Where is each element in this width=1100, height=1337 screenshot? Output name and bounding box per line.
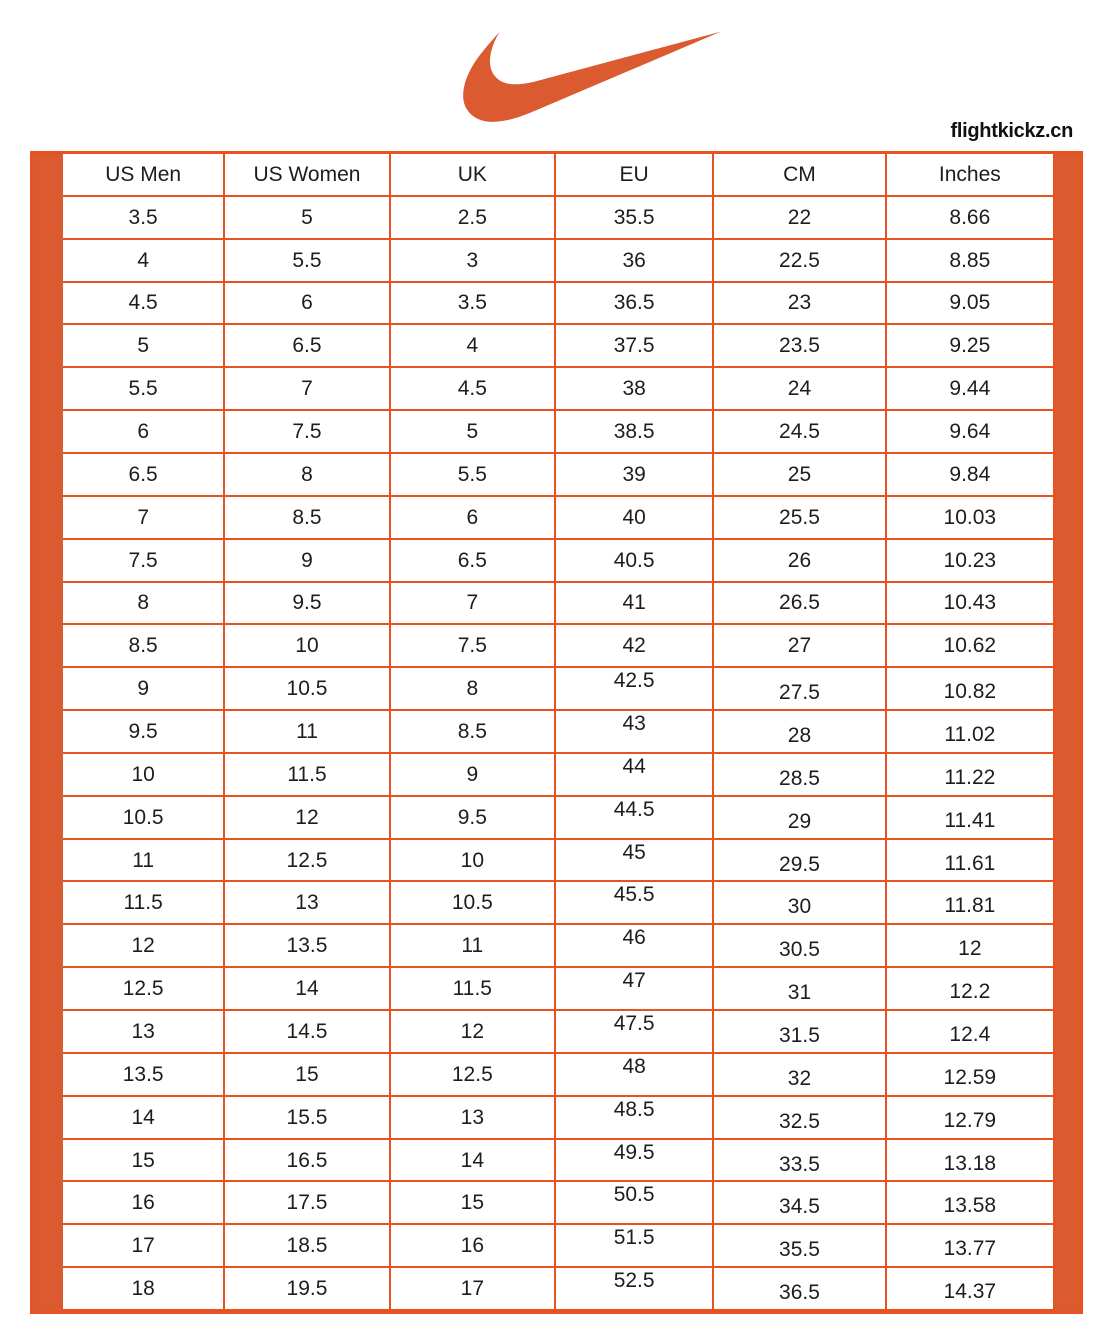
table-cell: 5.5 bbox=[391, 454, 556, 497]
right-accent-bar bbox=[1055, 154, 1080, 1311]
table-cell: 24.5 bbox=[714, 411, 886, 454]
table-cell: 8.5 bbox=[63, 625, 225, 668]
table-cell: 35.5 bbox=[714, 1225, 886, 1268]
table-cell: 30 bbox=[714, 882, 886, 925]
table-cell: 36 bbox=[556, 240, 714, 283]
table-cell: 7 bbox=[63, 497, 225, 540]
table-cell: 8.66 bbox=[887, 197, 1055, 240]
table-cell: 52.5 bbox=[556, 1268, 714, 1311]
table-cell: 27 bbox=[714, 625, 886, 668]
table-cell: 15 bbox=[391, 1182, 556, 1225]
table-cell: 12.79 bbox=[887, 1097, 1055, 1140]
table-cell: 13.58 bbox=[887, 1182, 1055, 1225]
table-cell: 42 bbox=[556, 625, 714, 668]
table-cell: 8.5 bbox=[391, 711, 556, 754]
table-cell: 11 bbox=[391, 925, 556, 968]
table-cell: 37.5 bbox=[556, 325, 714, 368]
table-cell: 6.5 bbox=[391, 540, 556, 583]
table-cell: 6.5 bbox=[225, 325, 390, 368]
table-cell: 14 bbox=[225, 968, 390, 1011]
table-cell: 25 bbox=[714, 454, 886, 497]
table-cell: 14 bbox=[63, 1097, 225, 1140]
table-cell: 33.5 bbox=[714, 1140, 886, 1183]
table-cell: 29 bbox=[714, 797, 886, 840]
table-cell: 7.5 bbox=[391, 625, 556, 668]
table-cell: 43 bbox=[556, 711, 714, 754]
table-cell: 12 bbox=[63, 925, 225, 968]
column-header: US Men bbox=[63, 154, 225, 197]
table-cell: 32.5 bbox=[714, 1097, 886, 1140]
table-cell: 15.5 bbox=[225, 1097, 390, 1140]
table-cell: 13 bbox=[63, 1011, 225, 1054]
table-cell: 5 bbox=[63, 325, 225, 368]
table-cell: 9 bbox=[225, 540, 390, 583]
table-cell: 6 bbox=[391, 497, 556, 540]
table-cell: 11.5 bbox=[63, 882, 225, 925]
table-cell: 5.5 bbox=[225, 240, 390, 283]
table-cell: 29.5 bbox=[714, 840, 886, 883]
table-cell: 8.85 bbox=[887, 240, 1055, 283]
table-cell: 4 bbox=[391, 325, 556, 368]
table-cell: 11 bbox=[225, 711, 390, 754]
table-cell: 7.5 bbox=[225, 411, 390, 454]
table-cell: 9.25 bbox=[887, 325, 1055, 368]
table-cell: 13 bbox=[225, 882, 390, 925]
swoosh-path bbox=[463, 32, 721, 122]
table-cell: 8 bbox=[391, 668, 556, 711]
table-cell: 5 bbox=[225, 197, 390, 240]
table-cell: 30.5 bbox=[714, 925, 886, 968]
table-cell: 10 bbox=[391, 840, 556, 883]
table-cell: 16 bbox=[63, 1182, 225, 1225]
column-header: EU bbox=[556, 154, 714, 197]
table-cell: 4.5 bbox=[391, 368, 556, 411]
table-cell: 48.5 bbox=[556, 1097, 714, 1140]
table-cell: 50.5 bbox=[556, 1182, 714, 1225]
table-cell: 41 bbox=[556, 583, 714, 626]
table-cell: 7 bbox=[391, 583, 556, 626]
table-cell: 5.5 bbox=[63, 368, 225, 411]
table-cell: 10.82 bbox=[887, 668, 1055, 711]
table-cell: 12.5 bbox=[225, 840, 390, 883]
table-cell: 17 bbox=[391, 1268, 556, 1311]
table-cell: 9.5 bbox=[225, 583, 390, 626]
website-label: flightkickz.cn bbox=[950, 120, 1073, 142]
table-cell: 9 bbox=[63, 668, 225, 711]
table-cell: 12.59 bbox=[887, 1054, 1055, 1097]
table-cell: 13.77 bbox=[887, 1225, 1055, 1268]
table-cell: 35.5 bbox=[556, 197, 714, 240]
table-cell: 51.5 bbox=[556, 1225, 714, 1268]
table-cell: 22.5 bbox=[714, 240, 886, 283]
table-cell: 10.23 bbox=[887, 540, 1055, 583]
table-cell: 39 bbox=[556, 454, 714, 497]
table-cell: 26.5 bbox=[714, 583, 886, 626]
table-cell: 14 bbox=[391, 1140, 556, 1183]
table-cell: 49.5 bbox=[556, 1140, 714, 1183]
table-cell: 3.5 bbox=[391, 283, 556, 326]
table-cell: 18.5 bbox=[225, 1225, 390, 1268]
table-cell: 13.5 bbox=[225, 925, 390, 968]
table-cell: 32 bbox=[714, 1054, 886, 1097]
table-cell: 19.5 bbox=[225, 1268, 390, 1311]
table-cell: 25.5 bbox=[714, 497, 886, 540]
table-cell: 10.03 bbox=[887, 497, 1055, 540]
left-accent-bar bbox=[33, 154, 63, 1311]
table-cell: 38.5 bbox=[556, 411, 714, 454]
table-cell: 7.5 bbox=[63, 540, 225, 583]
table-cell: 3.5 bbox=[63, 197, 225, 240]
table-cell: 10.43 bbox=[887, 583, 1055, 626]
table-cell: 13.18 bbox=[887, 1140, 1055, 1183]
table-cell: 11.5 bbox=[391, 968, 556, 1011]
table-cell: 12.4 bbox=[887, 1011, 1055, 1054]
table-cell: 12 bbox=[225, 797, 390, 840]
table-cell: 28 bbox=[714, 711, 886, 754]
table-cell: 11.02 bbox=[887, 711, 1055, 754]
table-cell: 44 bbox=[556, 754, 714, 797]
table-cell: 4.5 bbox=[63, 283, 225, 326]
table-cell: 9.64 bbox=[887, 411, 1055, 454]
table-cell: 36.5 bbox=[556, 283, 714, 326]
table-cell: 11 bbox=[63, 840, 225, 883]
table-cell: 3 bbox=[391, 240, 556, 283]
table-cell: 40 bbox=[556, 497, 714, 540]
table-cell: 34.5 bbox=[714, 1182, 886, 1225]
table-cell: 42.5 bbox=[556, 668, 714, 711]
table-cell: 16.5 bbox=[225, 1140, 390, 1183]
column-header: Inches bbox=[887, 154, 1055, 197]
table-cell: 24 bbox=[714, 368, 886, 411]
table-cell: 22 bbox=[714, 197, 886, 240]
table-cell: 7 bbox=[225, 368, 390, 411]
table-cell: 31 bbox=[714, 968, 886, 1011]
table-cell: 9.5 bbox=[391, 797, 556, 840]
table-cell: 10.5 bbox=[391, 882, 556, 925]
table-cell: 44.5 bbox=[556, 797, 714, 840]
table-cell: 10 bbox=[225, 625, 390, 668]
table-cell: 9 bbox=[391, 754, 556, 797]
table-cell: 9.44 bbox=[887, 368, 1055, 411]
table-cell: 48 bbox=[556, 1054, 714, 1097]
table-cell: 17.5 bbox=[225, 1182, 390, 1225]
table-cell: 11.41 bbox=[887, 797, 1055, 840]
table-cell: 18 bbox=[63, 1268, 225, 1311]
nike-swoosh-icon bbox=[452, 22, 732, 124]
table-cell: 10.5 bbox=[63, 797, 225, 840]
table-cell: 14.37 bbox=[887, 1268, 1055, 1311]
table-cell: 11.22 bbox=[887, 754, 1055, 797]
table-cell: 45 bbox=[556, 840, 714, 883]
table-cell: 10 bbox=[63, 754, 225, 797]
column-header: UK bbox=[391, 154, 556, 197]
table-cell: 6.5 bbox=[63, 454, 225, 497]
table-cell: 31.5 bbox=[714, 1011, 886, 1054]
table-cell: 12.5 bbox=[63, 968, 225, 1011]
table-cell: 11.81 bbox=[887, 882, 1055, 925]
table-cell: 46 bbox=[556, 925, 714, 968]
table-cell: 12 bbox=[887, 925, 1055, 968]
table-cell: 8 bbox=[63, 583, 225, 626]
table-cell: 9.05 bbox=[887, 283, 1055, 326]
size-conversion-table bbox=[30, 151, 1083, 1314]
column-header: CM bbox=[714, 154, 886, 197]
table-grid bbox=[63, 154, 1055, 1311]
table-cell: 12.5 bbox=[391, 1054, 556, 1097]
table-cell: 5 bbox=[391, 411, 556, 454]
table-cell: 47 bbox=[556, 968, 714, 1011]
table-cell: 8.5 bbox=[225, 497, 390, 540]
table-cell: 11.61 bbox=[887, 840, 1055, 883]
table-cell: 27.5 bbox=[714, 668, 886, 711]
table-cell: 38 bbox=[556, 368, 714, 411]
table-cell: 11.5 bbox=[225, 754, 390, 797]
table-cell: 16 bbox=[391, 1225, 556, 1268]
table-cell: 45.5 bbox=[556, 882, 714, 925]
table-cell: 9.5 bbox=[63, 711, 225, 754]
table-cell: 17 bbox=[63, 1225, 225, 1268]
table-cell: 12 bbox=[391, 1011, 556, 1054]
table-cell: 23.5 bbox=[714, 325, 886, 368]
table-cell: 10.62 bbox=[887, 625, 1055, 668]
nike-swoosh-icon bbox=[452, 22, 732, 124]
table-cell: 13.5 bbox=[63, 1054, 225, 1097]
table-cell: 8 bbox=[225, 454, 390, 497]
table-cell: 6 bbox=[225, 283, 390, 326]
table-cell: 26 bbox=[714, 540, 886, 583]
table-cell: 13 bbox=[391, 1097, 556, 1140]
table-cell: 40.5 bbox=[556, 540, 714, 583]
table-cell: 47.5 bbox=[556, 1011, 714, 1054]
table-cell: 12.2 bbox=[887, 968, 1055, 1011]
table-cell: 4 bbox=[63, 240, 225, 283]
table-cell: 9.84 bbox=[887, 454, 1055, 497]
table-cell: 10.5 bbox=[225, 668, 390, 711]
table-cell: 23 bbox=[714, 283, 886, 326]
table-cell: 2.5 bbox=[391, 197, 556, 240]
table-cell: 15 bbox=[63, 1140, 225, 1183]
table-cell: 15 bbox=[225, 1054, 390, 1097]
table-cell: 28.5 bbox=[714, 754, 886, 797]
table-cell: 14.5 bbox=[225, 1011, 390, 1054]
table-cell: 36.5 bbox=[714, 1268, 886, 1311]
column-header: US Women bbox=[225, 154, 390, 197]
table-cell: 6 bbox=[63, 411, 225, 454]
